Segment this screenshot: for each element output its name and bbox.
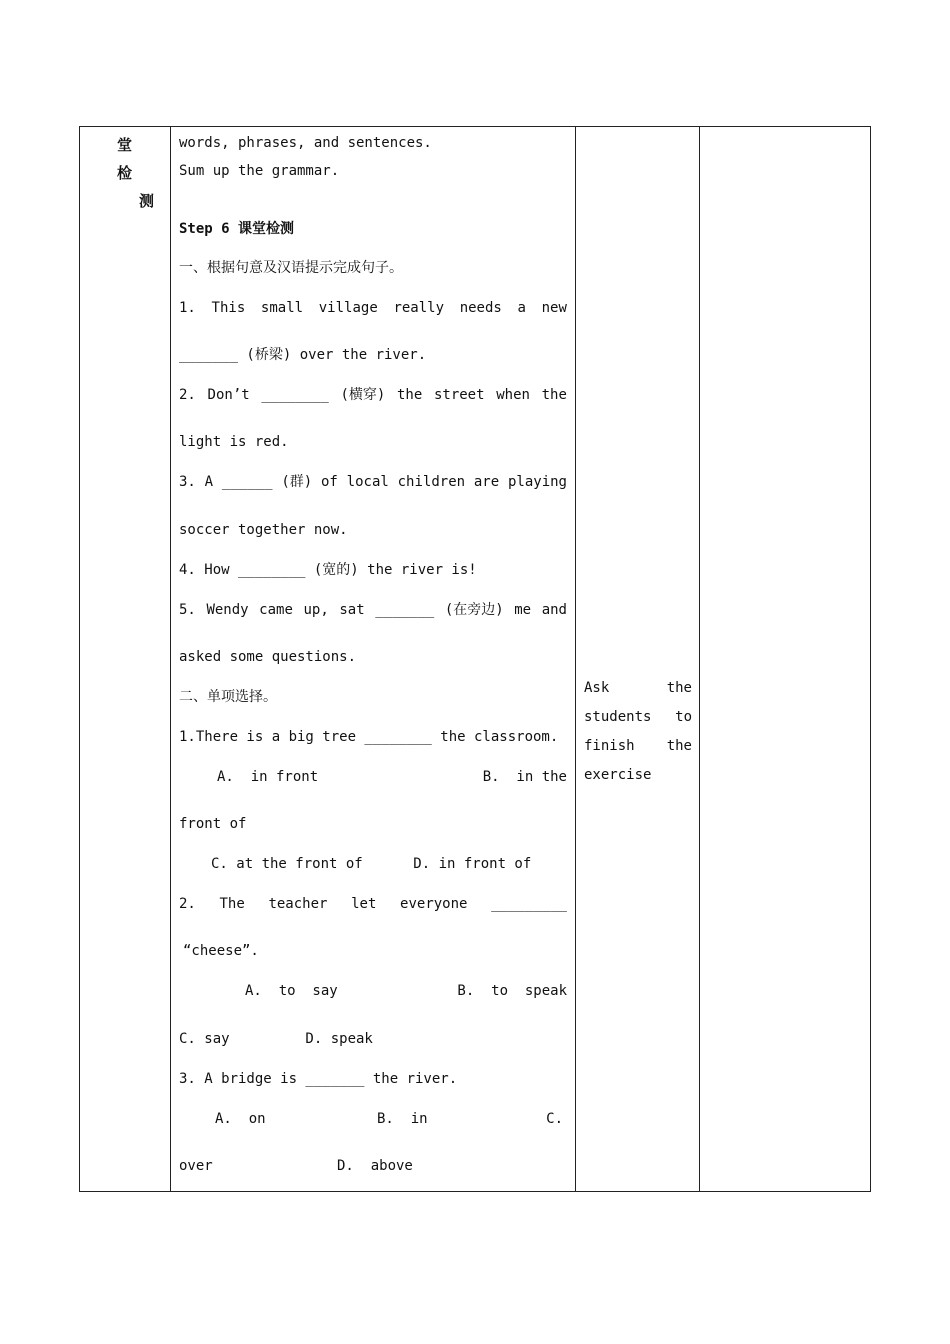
activity-line: exercise — [584, 767, 652, 783]
question-line: 4. How ________ (宽的) the river is! — [179, 562, 477, 578]
option-line: B. in the — [482, 769, 567, 785]
question-line: light is red. — [179, 434, 289, 450]
question-line: 1. This small village really needs a new — [179, 300, 567, 316]
option-line: C. at the front of D. in front of — [211, 856, 532, 872]
stage-char: 检 — [117, 164, 133, 182]
question-line: 3. A bridge is _______ the river. — [179, 1071, 458, 1087]
question-line: soccer together now. — [179, 522, 348, 538]
step-title: Step 6 课堂检测 — [179, 221, 295, 237]
option-line: C. say D. speak — [179, 1031, 373, 1047]
question-line: asked some questions. — [179, 649, 357, 665]
question-line: 2. Don’t ________ (横穿) the street when the — [179, 387, 567, 403]
stage-char: 测 — [139, 192, 155, 210]
question-line: 1.There is a big tree ________ the classroom. — [179, 729, 559, 745]
stage-char: 堂 — [117, 136, 133, 154]
stage-column — [80, 127, 170, 1191]
activity-line: finish the — [584, 738, 692, 754]
part1-heading: 一、根据句意及汉语提示完成句子。 — [179, 260, 403, 276]
question-line: “cheese”. — [183, 943, 259, 959]
question-line: 3. A ______ (群) of local children are playing — [179, 474, 567, 490]
column-divider — [575, 127, 576, 1191]
intro-line: words, phrases, and sentences. — [179, 135, 432, 151]
activity-line: Ask the — [584, 680, 692, 696]
option-line: B. in — [377, 1111, 428, 1127]
lesson-table — [79, 126, 871, 1192]
option-line: C. — [546, 1111, 563, 1127]
option-line: A. on — [215, 1111, 266, 1127]
option-line: D. above — [337, 1158, 413, 1174]
question-line: 2. The teacher let everyone _________ — [179, 896, 567, 912]
question-line: _______ (桥梁) over the river. — [179, 347, 427, 363]
option-line: B. to speak — [457, 983, 567, 999]
activity-column — [584, 127, 692, 1191]
procedure-column — [179, 127, 567, 1191]
option-line: front of — [179, 816, 247, 832]
option-line: A. in front — [217, 769, 319, 785]
column-divider — [699, 127, 700, 1191]
option-line: A. to say — [245, 983, 338, 999]
intro-line: Sum up the grammar. — [179, 163, 340, 179]
option-line: over — [179, 1158, 213, 1174]
activity-line: students to — [584, 709, 692, 725]
part2-heading: 二、单项选择。 — [179, 689, 277, 705]
question-line: 5. Wendy came up, sat _______ (在旁边) me and — [179, 602, 567, 618]
column-divider — [170, 127, 171, 1191]
